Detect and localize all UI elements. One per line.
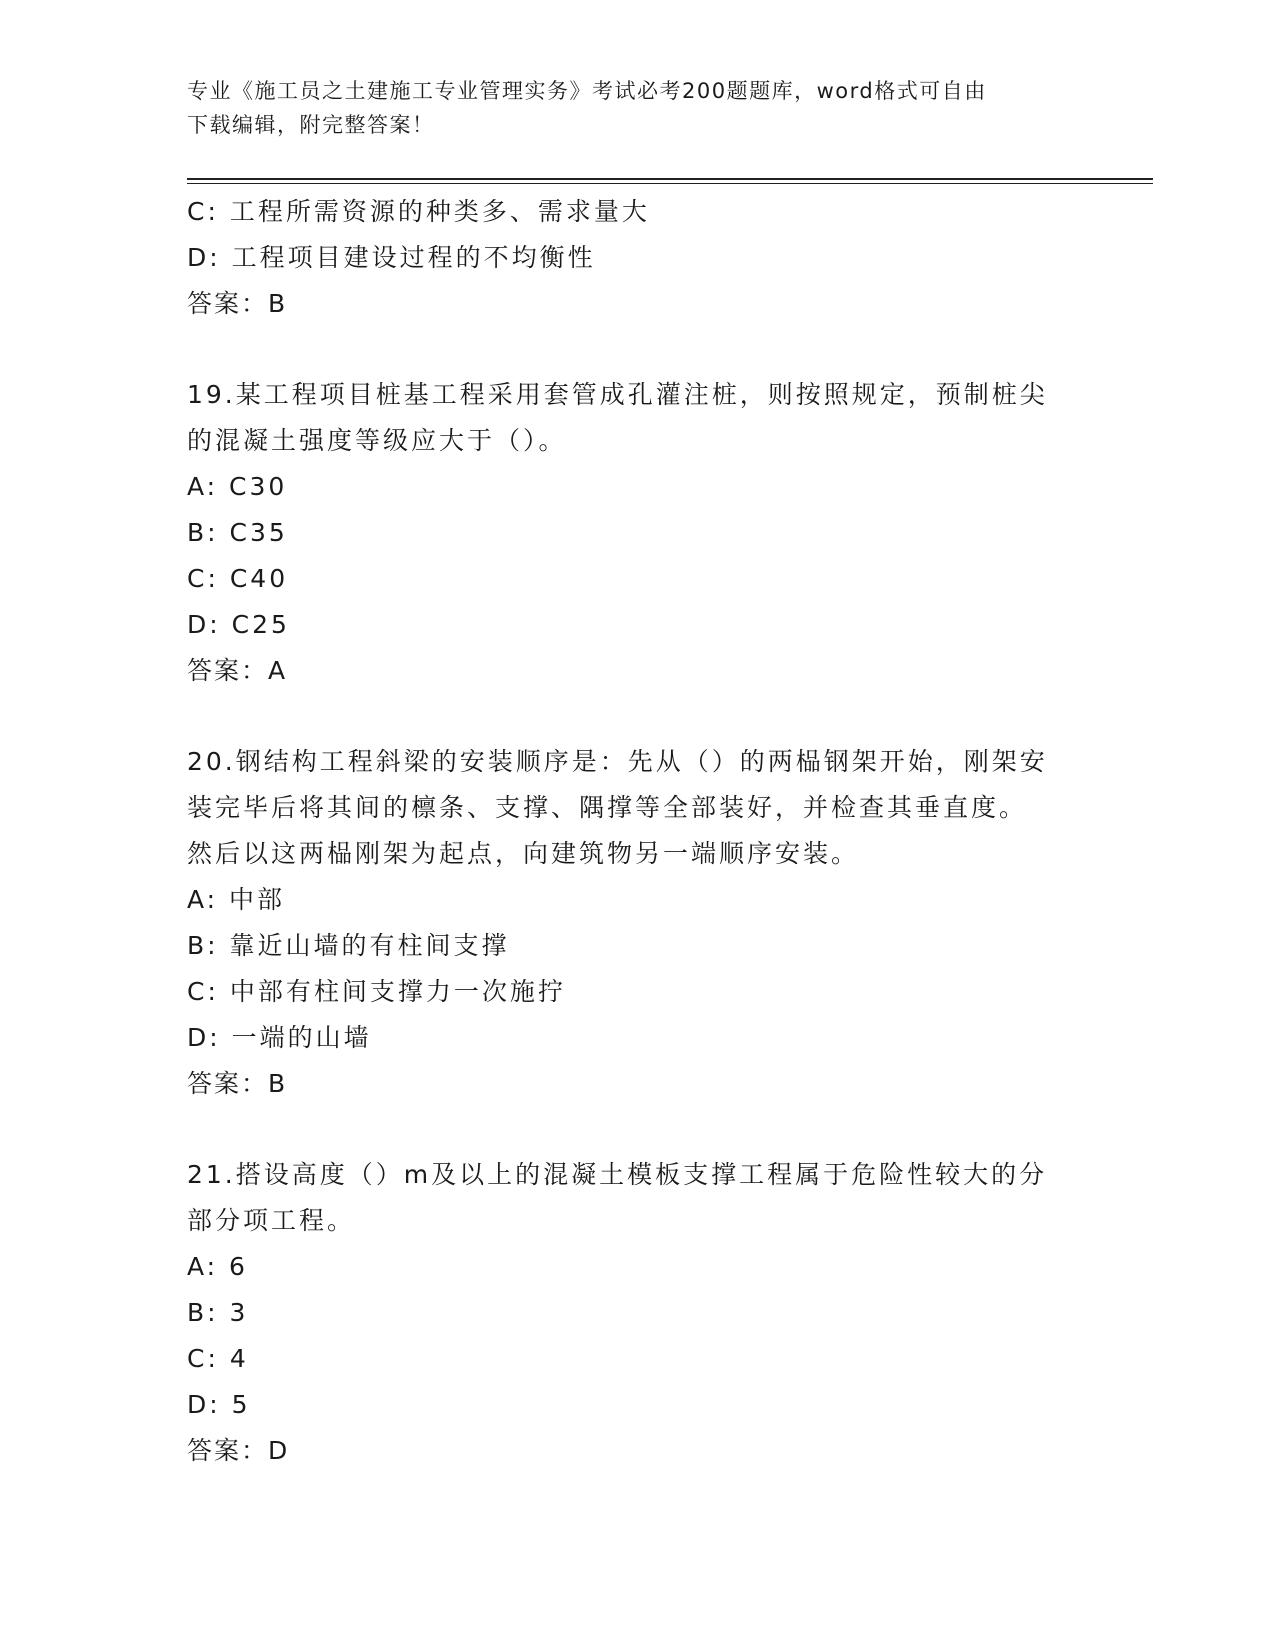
question-stem-line: 部分项工程。	[187, 1206, 356, 1235]
header-divider-thick	[187, 178, 1153, 180]
option-label: C:	[187, 977, 219, 1006]
option-label: B:	[187, 931, 219, 960]
option-label: D:	[187, 1023, 221, 1052]
option-label: C:	[187, 564, 219, 593]
option-text: 4	[229, 1344, 249, 1373]
option-text: 一端的山墙	[231, 1023, 372, 1052]
document-header	[187, 74, 1067, 142]
option-text: 工程项目建设过程的不均衡性	[231, 243, 596, 272]
option-label: C:	[187, 197, 219, 226]
question-stem-line: 装完毕后将其间的檩条、支撑、隅撑等全部装好，并检查其垂直度。	[187, 793, 1028, 822]
option-text: C25	[231, 610, 290, 639]
option-text: 6	[229, 1252, 248, 1281]
question-list	[187, 189, 1067, 1474]
option-d	[187, 1015, 1067, 1061]
question-stem-line: 20.钢结构工程斜梁的安装顺序是：先从（）的两榀钢架开始，刚架安	[187, 747, 1048, 776]
question-stem-line: 的混凝土强度等级应大于（）。	[187, 426, 567, 455]
option-text: C35	[229, 518, 288, 547]
option-text: 中部有柱间支撑力一次施拧	[229, 977, 566, 1006]
option-text: 工程所需资源的种类多、需求量大	[229, 197, 650, 226]
option-c	[187, 556, 1067, 602]
option-label: B:	[187, 1298, 219, 1327]
question-19	[187, 372, 1067, 694]
question-20	[187, 739, 1067, 1107]
question-stem-line: 19.某工程项目桩基工程采用套管成孔灌注桩，则按照规定，预制桩尖	[187, 380, 1048, 409]
option-c	[187, 969, 1067, 1015]
question-stem-line: 21.搭设高度（）m及以上的混凝土模板支撑工程属于危险性较大的分	[187, 1160, 1048, 1189]
answer-line: 答案：B	[187, 289, 288, 318]
header-divider-thin	[187, 183, 1153, 184]
option-b	[187, 1290, 1067, 1336]
answer-line: 答案：B	[187, 1069, 288, 1098]
option-b	[187, 510, 1067, 556]
option-d	[187, 235, 1067, 281]
option-text: 中部	[229, 885, 286, 914]
option-label: A:	[187, 1252, 219, 1281]
option-b	[187, 923, 1067, 969]
question-18-continuation	[187, 189, 1067, 327]
option-text: C30	[229, 472, 288, 501]
option-label: D:	[187, 1390, 221, 1419]
option-label: A:	[187, 472, 219, 501]
option-a	[187, 877, 1067, 923]
question-stem-line: 然后以这两榀刚架为起点，向建筑物另一端顺序安装。	[187, 839, 860, 868]
option-d	[187, 1382, 1067, 1428]
option-label: D:	[187, 610, 221, 639]
option-c	[187, 189, 1067, 235]
option-text: 3	[229, 1298, 249, 1327]
option-text: 靠近山墙的有柱间支撑	[229, 931, 510, 960]
option-d	[187, 602, 1067, 648]
question-21	[187, 1152, 1067, 1474]
header-line-1: 专业《施工员之土建施工专业管理实务》考试必考200题题库，word格式可自由	[187, 79, 987, 103]
header-line-2: 下载编辑，附完整答案！	[187, 113, 435, 137]
option-label: D:	[187, 243, 221, 272]
option-c	[187, 1336, 1067, 1382]
option-label: A:	[187, 885, 219, 914]
option-text: 5	[231, 1390, 251, 1419]
answer-line: 答案：A	[187, 656, 288, 685]
answer-line: 答案：D	[187, 1436, 290, 1465]
option-a	[187, 1244, 1067, 1290]
option-label: B:	[187, 518, 219, 547]
option-label: C:	[187, 1344, 219, 1373]
option-a	[187, 464, 1067, 510]
option-text: C40	[229, 564, 289, 593]
